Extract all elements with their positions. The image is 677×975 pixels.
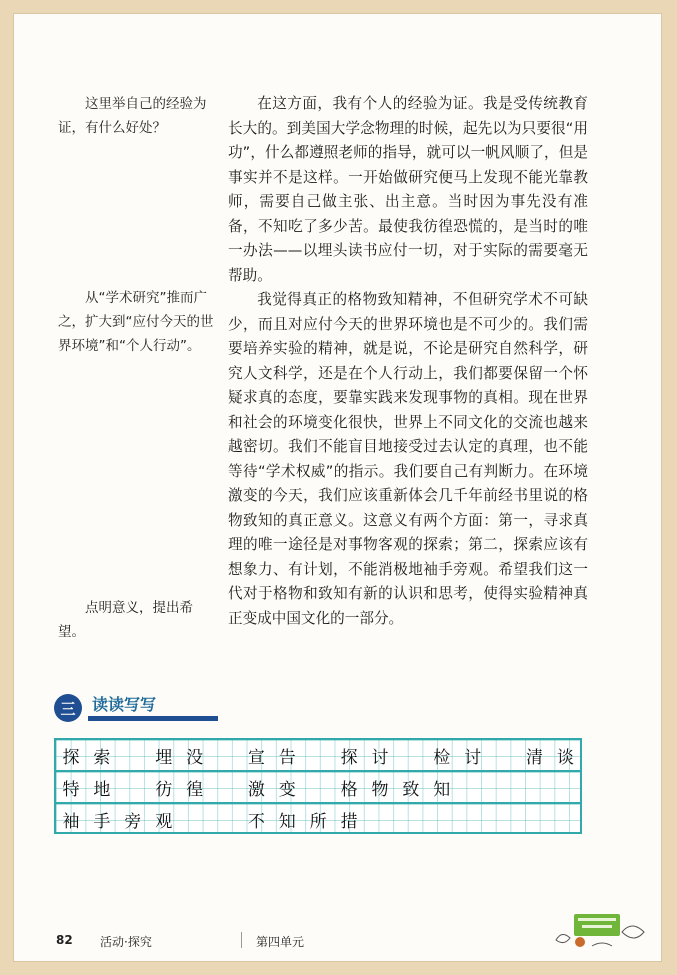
vocab-char: 袖 [62,811,80,832]
vocab-char: 彷 [155,779,173,800]
vocab-char: 变 [278,779,296,800]
vocab-char: 埋 [155,747,173,768]
vocab-char: 徨 [186,779,204,800]
footer-divider [241,932,242,948]
vocab-char: 宣 [247,747,265,768]
grid-row-divider [56,770,580,772]
vocab-char: 检 [433,747,451,768]
vocab-char: 讨 [371,747,389,768]
vocab-char: 地 [93,779,111,800]
vocab-char: 措 [340,811,358,832]
vocab-char: 观 [155,811,173,832]
vocab-char: 物 [371,779,389,800]
footer-section-left: 活动·探究 [100,935,152,949]
vocab-grid [54,738,582,834]
section-underline [88,716,218,721]
section-header [42,686,242,726]
margin-note-3 [58,596,218,644]
vocab-char: 旁 [124,811,142,832]
footer-section-right: 第四单元 [256,935,305,949]
margin-note-1 [58,92,218,140]
vocab-char: 不 [247,811,265,832]
vocab-char: 没 [186,747,204,768]
vocab-char: 索 [93,747,111,768]
vocab-char: 知 [278,811,296,832]
vocab-char: 探 [62,747,80,768]
vocab-char: 致 [402,779,420,800]
vocab-char: 清 [526,747,543,768]
note-text: 从“学术研究”推而广之，扩大到“应付今天的世界环境”和“个人行动”。 [58,290,214,354]
vocab-char: 讨 [464,747,482,768]
main-text [228,92,588,631]
vocab-char: 激 [247,779,265,800]
vocab-char: 手 [93,811,111,832]
publisher-logo-icon [552,912,652,952]
section-number-badge: 三 [54,694,82,722]
paragraph: 我觉得真正的格物致知精神，不但研究学术不可缺少，而且对应付今天的世界环境也是不可少的。我们需要培养实验的精神，就是说，不论是研究自然科学，研究人文科学，还是在个人行动上，我们都要保留一个怀疑求真的态度，要靠实践来发现事物的真相。现在世界和社会的环境变化很快，世界上不同文化的交流也越来越密切。我们不能盲目地接受过去认定的真理，也不能等待“学术权威”的指示。我们要自己有判断力。在环境激变的今天，我们应该重新体会几千年前经书里说的格物致知的真正意义。这意义有两个方面：第一，寻求真理的唯一途径是对事物客观的探索；第二，探索应该有想象力、有计划，不能消极地袖手旁观。希望我们这一代对于格物和致知有新的认识和思考，使得实验精神真正变成中国文化的一部分。 [228,291,588,627]
vocab-char: 格 [340,779,358,800]
note-text: 这里举自己的经验为证，有什么好处？ [58,96,207,136]
vocab-char: 特 [62,779,80,800]
page-number: 82 [56,933,73,947]
vocab-char: 知 [433,779,451,800]
margin-note-2 [58,286,218,358]
vocab-char: 告 [278,747,296,768]
vocab-char: 探 [340,747,358,768]
vocab-char: 所 [309,811,327,832]
section-title: 读读写写 [92,695,157,714]
paragraph: 在这方面，我有个人的经验为证。我是受传统教育长大的。到美国大学念物理的时候，起先以为只要很“用功”，什么都遵照老师的指导，就可以一帆风顺了，但是事实并不是这样。一开始做研究便马上发现不能光靠教师，需要自己做主张、出主意。当时因为事先没有准备，不知吃了多少苦。最使我彷徨恐慌的，是当时的唯一办法——以埋头读书应付一切，对于实际的需要毫无帮助。 [228,95,588,284]
vocab-char: 谈 [556,747,574,768]
note-text: 点明意义，提出希望。 [58,600,193,640]
